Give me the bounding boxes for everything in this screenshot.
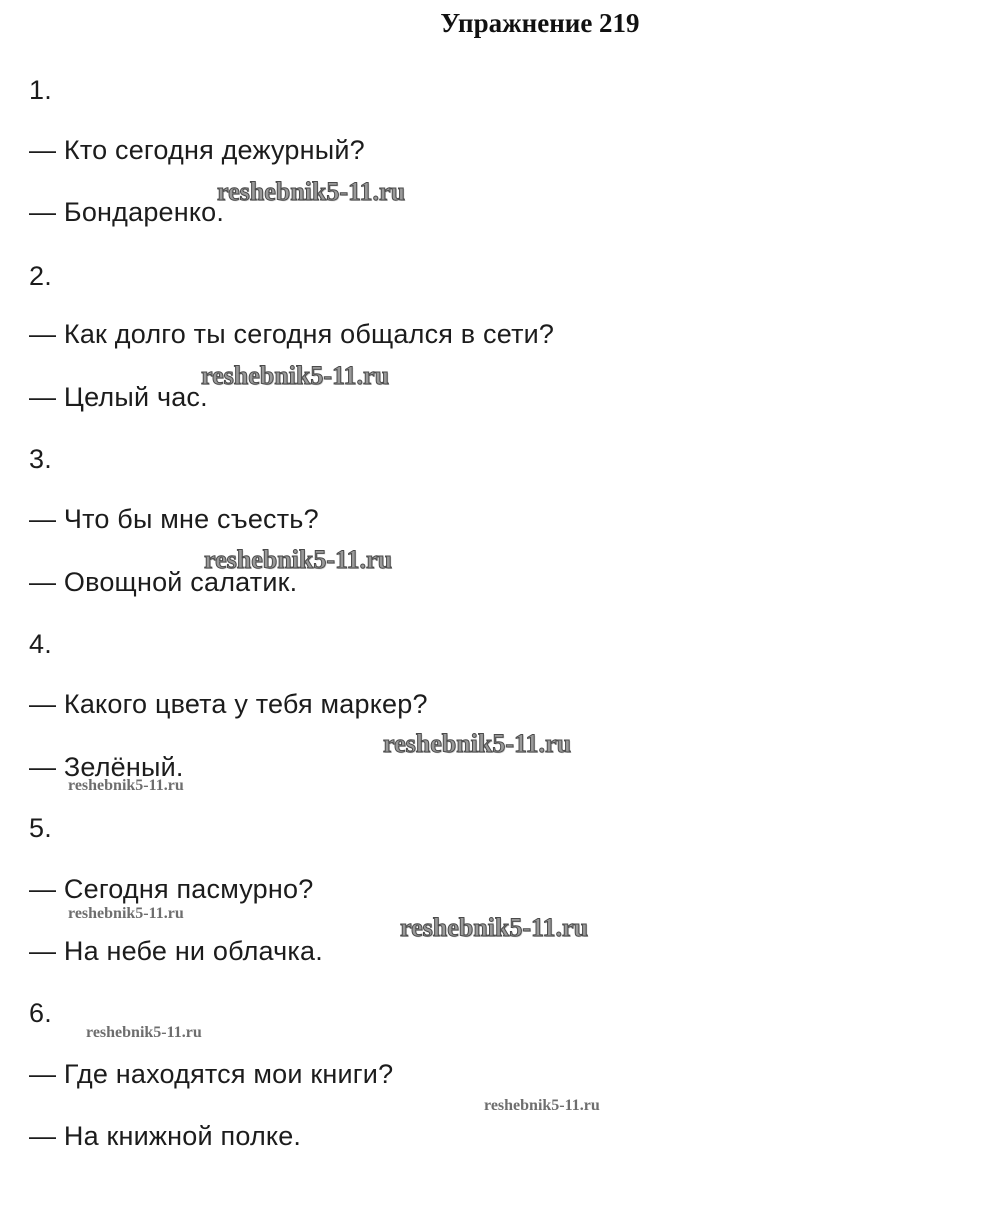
watermark: reshebnik5-11.ru	[68, 777, 184, 794]
watermark: reshebnik5-11.ru	[201, 361, 390, 390]
dialog-answer: — Бондаренко.	[29, 197, 225, 227]
watermark: reshebnik5-11.ru	[68, 905, 184, 922]
dialog-question: — Сегодня пасмурно?	[29, 874, 314, 904]
dialog-answer: — Зелёный.	[29, 752, 184, 782]
watermark: reshebnik5-11.ru	[383, 729, 572, 758]
item-number: 6.	[29, 998, 52, 1028]
item-number: 4.	[29, 629, 52, 659]
dialog-question: — Какого цвета у тебя маркер?	[29, 689, 428, 719]
dialog-question: — Что бы мне съесть?	[29, 504, 319, 534]
dialog-answer: — Овощной салатик.	[29, 567, 298, 597]
watermark: reshebnik5-11.ru	[217, 177, 406, 206]
dialog-answer: — На небе ни облачка.	[29, 936, 323, 966]
dialog-question: — Как долго ты сегодня общался в сети?	[29, 319, 555, 349]
item-number: 5.	[29, 813, 52, 843]
watermark: reshebnik5-11.ru	[484, 1097, 600, 1114]
dialog-answer: — На книжной полке.	[29, 1121, 302, 1151]
item-number: 2.	[29, 261, 52, 291]
item-number: 1.	[29, 75, 52, 105]
dialog-question: — Где находятся мои книги?	[29, 1059, 394, 1089]
watermark: reshebnik5-11.ru	[86, 1024, 202, 1041]
watermark: reshebnik5-11.ru	[204, 545, 393, 574]
page-title: Упражнение 219	[440, 8, 640, 38]
dialog-question: — Кто сегодня дежурный?	[29, 135, 365, 165]
dialog-answer: — Целый час.	[29, 382, 208, 412]
item-number: 3.	[29, 444, 52, 474]
watermark: reshebnik5-11.ru	[400, 913, 589, 942]
